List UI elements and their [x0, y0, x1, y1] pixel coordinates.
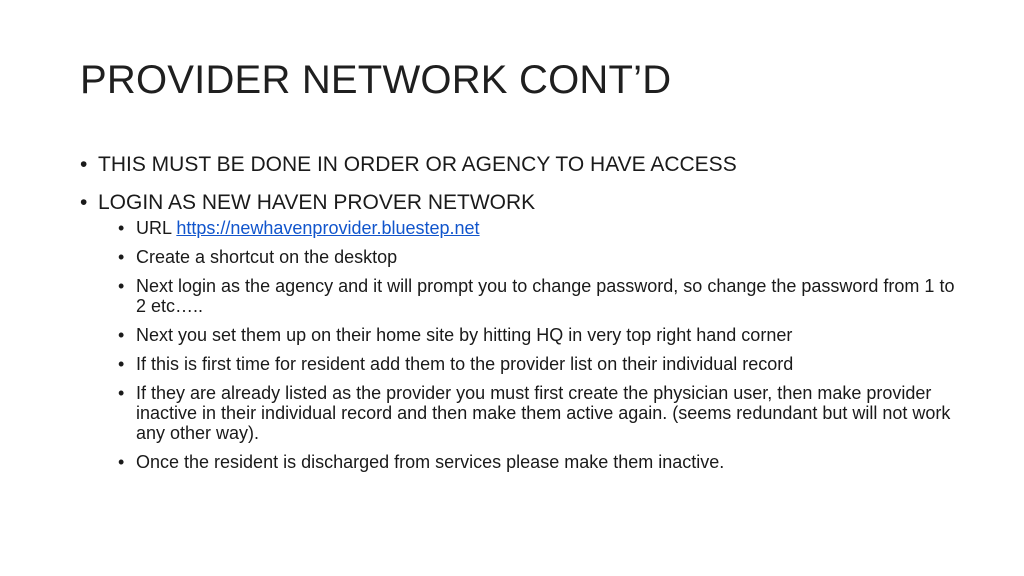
list-item: [80, 190, 960, 472]
bullet-list: [80, 152, 960, 472]
sub-list-item-text: If this is first time for resident add them to the provider list on their individual record: [136, 354, 794, 374]
sub-list-item: [98, 325, 960, 345]
sub-list-item: [98, 247, 960, 267]
bullet-icon: •: [118, 325, 125, 345]
sub-list-item: [98, 383, 960, 443]
slide-body: [80, 152, 960, 481]
sub-list-item-text: Next login as the agency and it will prompt you to change password, so change the password from 1 to 2 etc…..: [136, 276, 955, 316]
sub-list-item: [98, 276, 960, 316]
url-link[interactable]: https://newhavenprovider.bluestep.net: [176, 218, 480, 238]
sub-list-item-text: Create a shortcut on the desktop: [136, 247, 398, 267]
list-item: [80, 152, 960, 178]
bullet-icon: •: [118, 354, 125, 374]
list-item-text: LOGIN AS NEW HAVEN PROVER NETWORK: [98, 191, 536, 214]
bullet-icon: •: [118, 218, 125, 238]
sub-list-item-text: Next you set them up on their home site by hitting HQ in very top right hand corner: [136, 325, 793, 345]
sub-bullet-list: [98, 218, 960, 472]
sub-list-item: [98, 218, 960, 238]
sub-list-item: [98, 452, 960, 472]
slide-title: PROVIDER NETWORK CONT’D: [80, 58, 672, 102]
bullet-icon: •: [118, 452, 125, 472]
sub-list-item: [98, 354, 960, 374]
bullet-icon: •: [118, 247, 125, 267]
bullet-icon: •: [80, 191, 88, 214]
list-item-text: THIS MUST BE DONE IN ORDER OR AGENCY TO HAVE ACCESS: [98, 153, 737, 176]
bullet-icon: •: [80, 153, 88, 176]
bullet-icon: •: [118, 383, 125, 403]
sub-list-item-text: Once the resident is discharged from services please make them inactive.: [136, 452, 725, 472]
bullet-icon: •: [118, 276, 125, 296]
url-label: URL: [136, 218, 177, 238]
sub-list-item-text: If they are already listed as the provider you must first create the physician user, then make provider inactive in their individual record and then make them active again. (seems redundant but will not work any other way).: [136, 383, 951, 443]
